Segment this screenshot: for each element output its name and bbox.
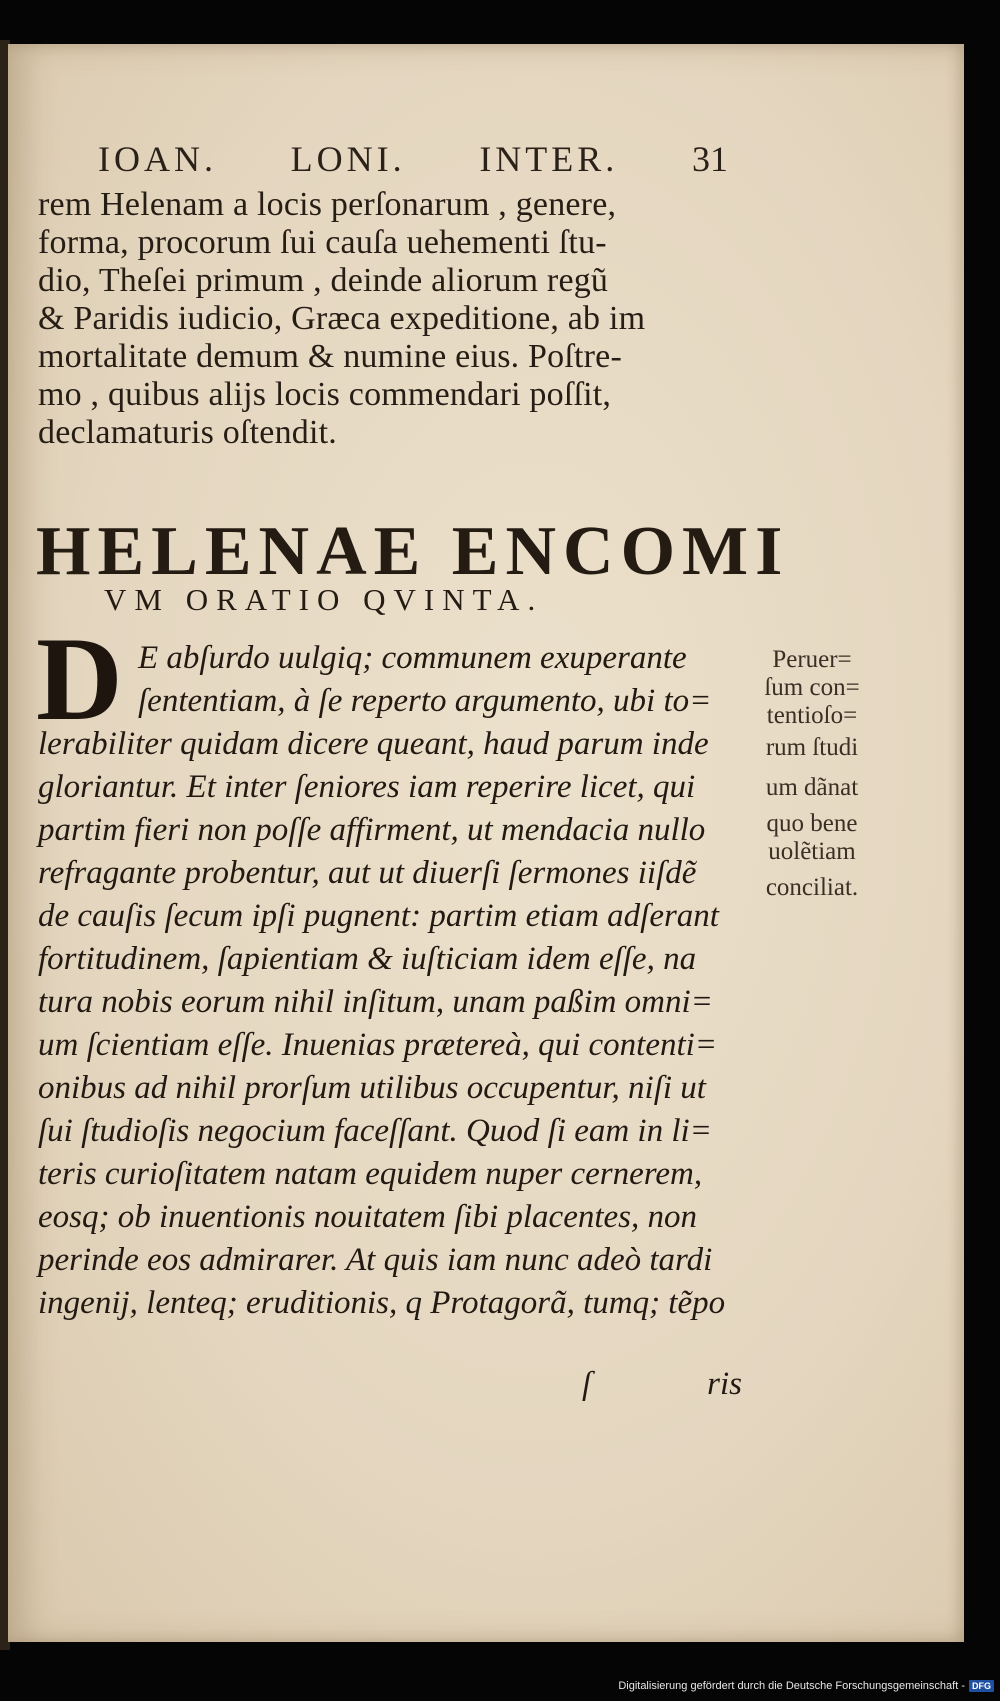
- folio-number: 31: [691, 139, 728, 179]
- catchword-text: ris: [707, 1366, 742, 1402]
- running-head-part-3: INTER.: [479, 139, 619, 179]
- marginal-note-line: rum ſtudi: [765, 734, 859, 761]
- marginal-note-line: Peruer=: [772, 646, 852, 673]
- catchword: [582, 1366, 742, 1403]
- marginal-note-line: quo bene: [766, 810, 858, 837]
- dfg-logo-icon: DFG: [969, 1680, 994, 1692]
- intro-line: dio, Theſei primum , deinde aliorum regũ: [38, 262, 609, 299]
- oration-line: onibus ad nihil prorſum utilibus occupentur, niſi ut: [38, 1070, 706, 1106]
- oration-line: de cauſis ſecum ipſi pugnent: partim etiam adſerant: [38, 898, 719, 934]
- oration-line: tura nobis eorum nihil inſitum, unam paßim omni=: [38, 984, 713, 1020]
- oration-line: E abſurdo uulgiq; communem exuperante: [138, 640, 687, 676]
- oration-line: lerabiliter quidam dicere queant, haud parum inde: [38, 726, 709, 762]
- intro-line: rem Helenam a locis perſonarum , genere,: [38, 186, 617, 223]
- intro-line: mo , quibus alijs locis commendari poſſit,: [38, 376, 612, 413]
- intro-line: declamaturis oſtendit.: [38, 414, 337, 451]
- oration-line: ſententiam, à ſe reperto argumento, ubi to=: [138, 683, 712, 719]
- running-head-part-2: LONI.: [290, 139, 406, 179]
- intro-line: forma, procorum ſui cauſa uehementi ſtu-: [38, 224, 607, 261]
- oration-line: refragante probentur, aut ut diuerſi ſermones iiſdẽ: [38, 855, 697, 891]
- running-head: [98, 138, 728, 180]
- oration-line: perinde eos admirarer. At quis iam nunc adeò tardi: [38, 1242, 713, 1278]
- oration-line: teris curioſitatem natam equidem nuper cernerem,: [38, 1156, 703, 1192]
- marginal-note-line: ſum con=: [764, 674, 860, 701]
- oration-title-line-2: VM ORATIO QVINTA.: [104, 582, 544, 617]
- intro-line: & Paridis iudicio, Græca expeditione, ab im: [38, 300, 646, 337]
- intro-line: mortalitate demum & numine eius. Poſtre-: [38, 338, 622, 375]
- oration-line: gloriantur. Et inter ſeniores iam reperire licet, qui: [38, 769, 696, 805]
- digitization-footer: [618, 1680, 994, 1692]
- oration-line: ſui ſtudioſis negocium faceſſant. Quod ſi eam in li=: [38, 1113, 712, 1149]
- marginal-note-line: tentioſo=: [766, 702, 858, 729]
- oration-line: fortitudinem, ſapientiam & iuſticiam idem eſſe, na: [38, 941, 697, 977]
- signature-mark: ſ: [582, 1366, 592, 1402]
- oration-line: eosq; ob inuentionis nouitatem ſibi placentes, non: [38, 1199, 698, 1235]
- marginal-note-line: uolẽtiam: [768, 838, 856, 865]
- marginal-note-line: um dãnat: [765, 774, 859, 801]
- oration-line: ingenij, lenteq; eruditionis, q Protagorã, tumq; tẽpo: [38, 1285, 726, 1321]
- oration-line: partim fieri non poſſe affirment, ut mendacia nullo: [38, 812, 706, 848]
- footer-text: Digitalisierung gefördert durch die Deutsche Forschungsgemeinschaft -: [618, 1680, 965, 1692]
- drop-cap: D: [36, 612, 123, 745]
- oration-line: um ſcientiam eſſe. Inuenias prætereà, qui contenti=: [38, 1027, 718, 1063]
- oration-title-line-1: HELENAE ENCOMI: [36, 513, 790, 590]
- marginal-note-line: conciliat.: [765, 874, 859, 901]
- running-head-part-1: IOAN.: [98, 139, 217, 179]
